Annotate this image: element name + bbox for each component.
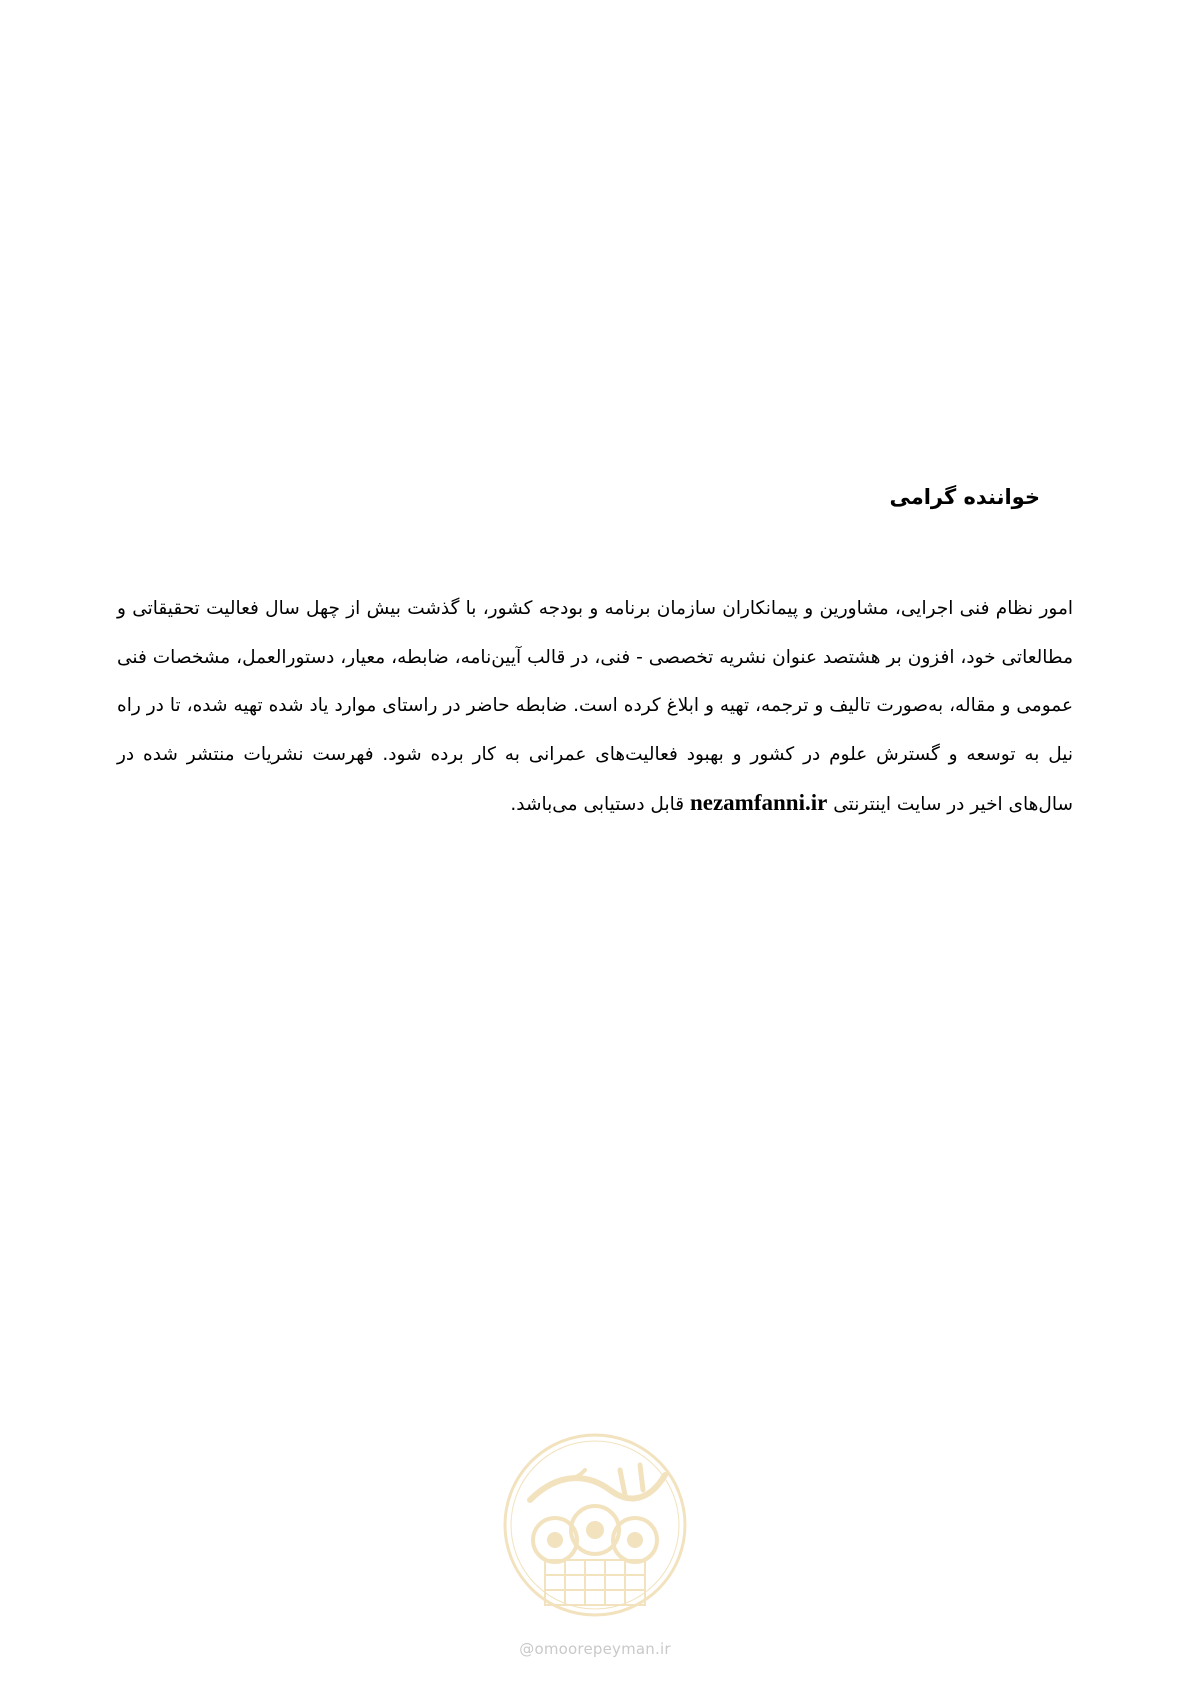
watermark-logo — [500, 1430, 690, 1635]
site-link-text: nezamfanni.ir — [689, 790, 828, 815]
body-paragraph — [117, 585, 1073, 830]
body-text-before-site: امور نظام فنی اجرایی، مشاورین و پیمانکاران سازمان برنامه و بودجه کشور، با گذشت بیش از چهل سال فعالیت تحقیقاتی و مطالعاتی خود، افزون بر هشتصد عنوان نشریه تخصصی - فنی، در قالب آیین‌نامه، ضابطه، معیار، دستورالعمل، مشخصات فنی عمومی و مقاله، به‌صورت تالیف و ترجمه، تهیه و ابلاغ کرده است. ضابطه حاضر در راستای موارد یاد شده تهیه شده، تا در راه نیل به توسعه و گسترش علوم در کشور و بهبود فعالیت‌های عمرانی به کار برده شود. فهرست نشریات منتشر شده در سال‌های اخیر در سایت اینترنتی — [117, 598, 1073, 815]
watermark-logo-graphic — [500, 1430, 690, 1620]
body-text-after-site: قابل دستیابی می‌باشد. — [510, 794, 685, 815]
watermark-caption: @omoorepeyman.ir — [519, 1640, 671, 1658]
page-heading: خواننده گرامی — [889, 485, 1040, 509]
